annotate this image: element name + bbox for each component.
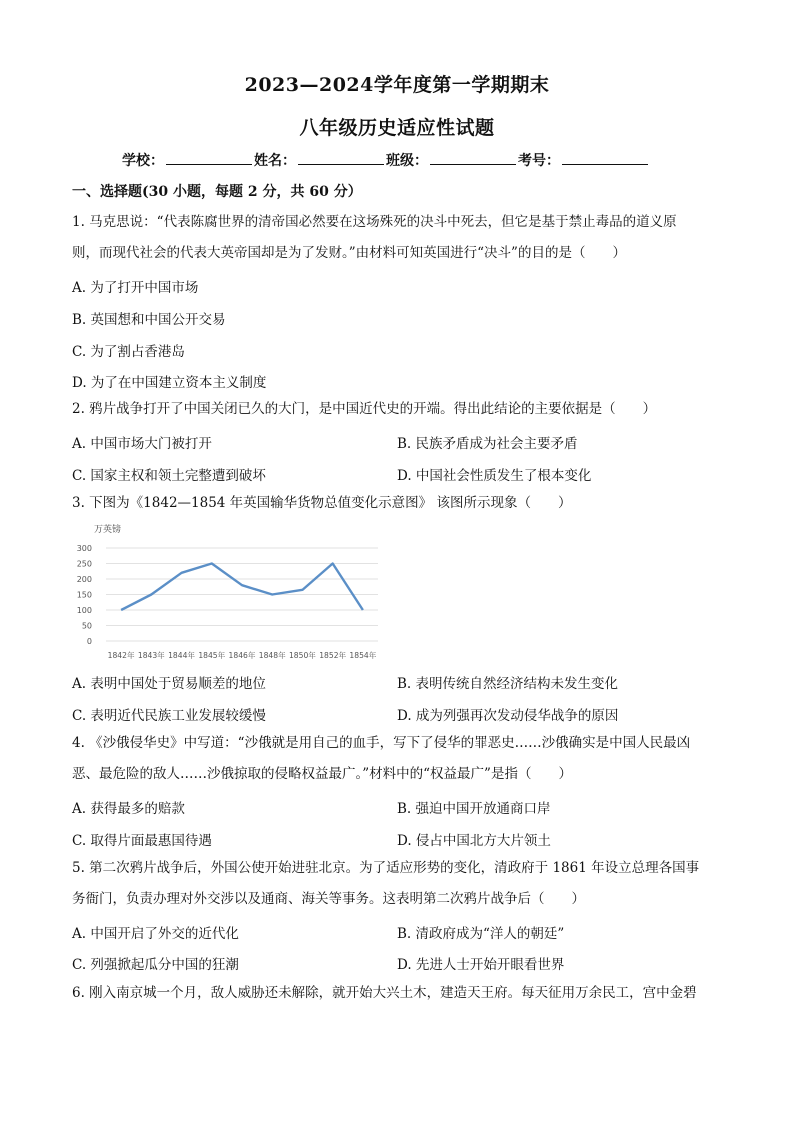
chart-x-tick-label: 1846年 — [228, 651, 256, 660]
chart-y-axis-label: 万英镑 — [94, 525, 122, 535]
q2-option-c[interactable]: C. 国家主权和领土完整遭到破坏 — [72, 468, 266, 484]
chart-y-tick-label: 100 — [76, 606, 92, 615]
exam-no-label: 考号： — [518, 153, 560, 169]
question-4 — [72, 728, 732, 790]
q2-option-d[interactable]: D. 中国社会性质发生了根本变化 — [397, 468, 592, 484]
question-text: 2. 鸦片战争打开了中国关闭已久的大门，是中国近代史的开端。得出此结论的主要依据是（ ） — [72, 401, 657, 417]
chart-x-tick-label: 1843年 — [137, 651, 165, 660]
trade-value-chart — [72, 518, 392, 668]
q1-option-a[interactable]: A. 为了打开中国市场 — [72, 280, 199, 296]
class-label: 班级： — [386, 153, 428, 169]
chart-y-tick-label: 150 — [76, 590, 92, 600]
school-label: 学校： — [122, 153, 164, 169]
question-text: 1. 马克思说：“代表陈腐世界的清帝国必然要在这场殊死的决斗中死去，但它是基于禁止毒品的道义原 — [72, 214, 677, 230]
q1-option-c[interactable]: C. 为了割占香港岛 — [72, 344, 185, 360]
q2-option-b[interactable]: B. 民族矛盾成为社会主要矛盾 — [397, 436, 578, 452]
name-label: 姓名： — [254, 153, 296, 169]
chart-x-tick-label: 1845年 — [198, 651, 226, 660]
q5-option-b[interactable]: B. 清政府成为“洋人的朝廷” — [397, 926, 565, 942]
q3-option-a[interactable]: A. 表明中国处于贸易顺差的地位 — [72, 676, 266, 692]
exam-title: 2023—2024学年度第一学期期末 — [244, 74, 550, 96]
chart-x-tick-label: 1852年 — [319, 651, 347, 660]
section-heading: 一、选择题(30 小题，每题 2 分，共 60 分） — [72, 184, 362, 200]
q4-option-b[interactable]: B. 强迫中国开放通商口岸 — [397, 801, 551, 817]
question-text: 5. 第二次鸦片战争后，外国公使开始进驻北京。为了适应形势的变化，清政府于 1861 年设立总理各国事 — [72, 860, 700, 876]
class-blank[interactable] — [430, 150, 516, 165]
chart-x-tick-label: 1844年 — [168, 651, 196, 660]
chart-y-tick-label: 200 — [76, 575, 92, 584]
chart-x-tick-label: 1842年 — [107, 651, 135, 660]
chart-series-line — [121, 564, 363, 611]
chart-y-tick-label: 300 — [76, 544, 92, 553]
question-text: 6. 刚入南京城一个月，敌人威胁还未解除，就开始大兴土木，建造天王府。每天征用万余民工，宫中金碧 — [72, 985, 697, 1001]
q5-option-a[interactable]: A. 中国开启了外交的近代化 — [72, 926, 239, 942]
student-info-row — [122, 150, 650, 170]
question-1 — [72, 207, 732, 269]
exam-subtitle: 八年级历史适应性试题 — [299, 117, 495, 139]
school-blank[interactable] — [166, 150, 252, 165]
question-text: 则，而现代社会的代表大英帝国却是为了发财。”由材料可知英国进行“决斗”的目的是（ ） — [72, 245, 626, 261]
q4-option-d[interactable]: D. 侵占中国北方大片领土 — [397, 833, 551, 849]
q5-option-c[interactable]: C. 列强掀起瓜分中国的狂潮 — [72, 957, 239, 973]
chart-x-tick-label: 1848年 — [258, 651, 286, 660]
question-text: 务衙门，负责办理对外交涉以及通商、海关等事务。这表明第二次鸦片战争后（ ） — [72, 891, 585, 907]
question-text: 3. 下图为《1842—1854 年英国输华货物总值变化示意图》 该图所示现象（ ） — [72, 495, 572, 511]
q1-option-d[interactable]: D. 为了在中国建立资本主义制度 — [72, 375, 267, 391]
q4-option-a[interactable]: A. 获得最多的赔款 — [72, 801, 185, 817]
q3-option-c[interactable]: C. 表明近代民族工业发展较缓慢 — [72, 708, 266, 724]
chart-y-tick-label: 50 — [81, 621, 92, 631]
question-2 — [72, 394, 732, 425]
q1-option-b[interactable]: B. 英国想和中国公开交易 — [72, 312, 226, 328]
chart-x-tick-label: 1850年 — [288, 651, 316, 660]
q5-option-d[interactable]: D. 先进人士开始开眼看世界 — [397, 957, 565, 973]
chart-x-tick-label: 1854年 — [349, 651, 377, 660]
q4-option-c[interactable]: C. 取得片面最惠国待遇 — [72, 833, 212, 849]
q3-option-b[interactable]: B. 表明传统自然经济结构未发生变化 — [397, 676, 619, 692]
q3-option-d[interactable]: D. 成为列强再次发动侵华战争的原因 — [397, 708, 619, 724]
chart-y-tick-label: 250 — [76, 559, 92, 569]
question-5 — [72, 853, 732, 915]
exam-no-blank[interactable] — [562, 150, 648, 165]
question-text: 4. 《沙俄侵华史》中写道：“沙俄就是用自己的血手，写下了侵华的罪恶史……沙俄确实是中国人民最凶 — [72, 735, 691, 751]
chart-y-tick-label: 0 — [86, 637, 92, 646]
question-6 — [72, 978, 732, 1009]
question-3 — [72, 488, 732, 519]
question-text: 恶、最危险的敌人……沙俄掠取的侵略权益最广。”材料中的“权益最广”是指（ ） — [72, 766, 572, 782]
q2-option-a[interactable]: A. 中国市场大门被打开 — [72, 436, 212, 452]
name-blank[interactable] — [298, 150, 384, 165]
